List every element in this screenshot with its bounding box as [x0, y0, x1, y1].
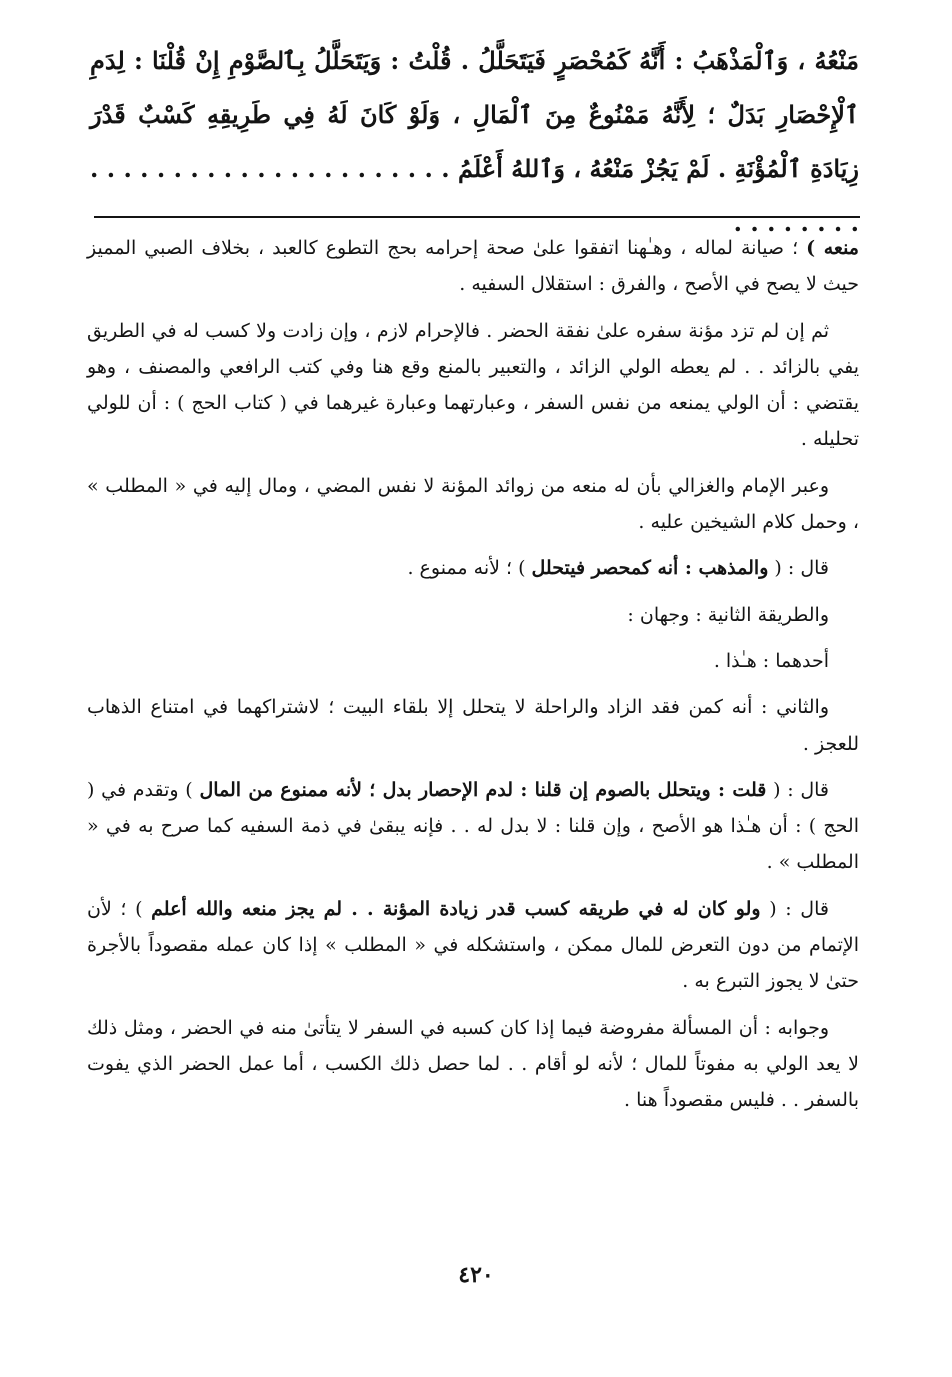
commentary-bold-quote: ولو كان له في طريقه كسب قدر زيادة المؤنة . . لم يجز منعه والله أعلم	[151, 897, 761, 920]
commentary-text: ) ؛ لأنه ممنوع .	[407, 557, 532, 580]
commentary-text: قال : (	[766, 778, 830, 801]
commentary-block	[87, 230, 859, 1129]
matn-text: مَنْعُهُ ، وَٱلْمَذْهَبُ : أَنَّهُ كَمُحْصَرٍ فَيَتَحَلَّلُ . قُلْتُ : وَيَتَحَلَّلُ بِٱلصَّوْمِ إِنْ قُلْنَا : لِدَمِ ٱلْإِحْصَارِ بَدَلٌ ؛ لِأَنَّهُ مَمْنُوعٌ مِنَ ٱلْمَالِ ، وَلَوْ كَانَ لَهُ فِي طَرِيقِهِ كَسْبٌ قَدْرَ زِيَادَةِ ٱلْمُؤْنَةِ . لَمْ يَجُزْ مَنْعُهُ ، وَٱللهُ أَعْلَمُ . . . . . . . . . . . . . . . . . . . . . . . . . . . . . .	[90, 46, 859, 237]
commentary-bold-quote: والمذهب : أنه كمحصر فيتحلل	[531, 557, 769, 580]
commentary-text: وجوابه : أن المسألة مفروضة فيما إذا كان كسبه في السفر لا يتأتىٰ منه في الحضر ، ومثل ذلك لا يعد الولي به مفوتاً للمال ؛ لأنه لو أقام . . لما حصل ذلك الكسب ، أما عمل الحضر الذي يفوت بالسفر . . فليس مقصوداً هنا .	[87, 1016, 859, 1112]
commentary-bold-quote: قلت : ويتحلل بالصوم إن قلنا : لدم الإحصار بدل ؛ لأنه ممنوع من المال	[199, 778, 767, 801]
commentary-text: قال : (	[768, 557, 829, 580]
commentary-text: ثم إن لم تزد مؤنة سفره علىٰ نفقة الحضر . فالإحرام لازم ، وإن زادت ولا كسب له في الطريق يفي بالزائد . . لم يعطه الولي الزائد ، والتعبير بالمنع وقع هنا وفي كتب الرافعي والمصنف ، وهو يقتضي : أن الولي يمنعه من نفس السفر ، وعبارتهما وعبارة غيرهما في ( كتاب الحج ) : أن للولي تحليله .	[87, 319, 859, 451]
commentary-text: والثاني : أنه كمن فقد الزاد والراحلة لا يتحلل إلا بلقاء البيت ؛ لاشتراكهما في امتناع الذهاب للعجز .	[87, 696, 859, 755]
commentary-paragraph-6	[87, 643, 859, 679]
commentary-text: ) وتقدم في ( الحج ) : أن هـٰذا هو الأصح ، وإن قلنا : لا بدل له . . فإنه يبقىٰ في ذمة السفيه كما صرح به في « المطلب » .	[87, 778, 859, 874]
commentary-text: وعبر الإمام والغزالي بأن له منعه من زوائد المؤنة لا نفس المضي ، ومال إليه في « المطلب » ، وحمل كلام الشيخين عليه .	[87, 474, 859, 534]
commentary-paragraph-2	[87, 313, 859, 458]
commentary-text: ) ؛ لأن الإتمام من دون التعرض للمال ممكن ، واستشكله في « المطلب » إذا كان عمله مقصوداً بالأجرة حتىٰ لا يجوز التبرع به .	[87, 897, 859, 993]
commentary-text: أحدهما : هـٰذا .	[713, 649, 829, 672]
commentary-text: والطريقة الثانية : وجهان :	[627, 603, 829, 626]
commentary-text: قال : (	[760, 897, 829, 920]
commentary-paragraph-4	[87, 550, 859, 586]
commentary-paragraph-3	[87, 468, 859, 541]
commentary-paragraph-5	[87, 597, 859, 633]
commentary-text: ؛ صيانة لماله ، وهـٰهنا اتفقوا علىٰ صحة إحرامه بحج التطوع كالعبد ، بخلاف الصبي المميز حيث لا يصح في الأصح ، والفرق : استقلال السفيه .	[87, 237, 859, 296]
commentary-paragraph-7	[87, 689, 859, 762]
commentary-paragraph-1	[87, 230, 859, 303]
commentary-bold-quote: منعه )	[806, 237, 859, 259]
commentary-paragraph-10	[87, 1010, 859, 1119]
page-number: ٤٢٠	[458, 1262, 494, 1288]
separator-rule	[94, 216, 860, 218]
commentary-paragraph-9	[87, 891, 859, 1000]
commentary-paragraph-8	[87, 772, 859, 881]
